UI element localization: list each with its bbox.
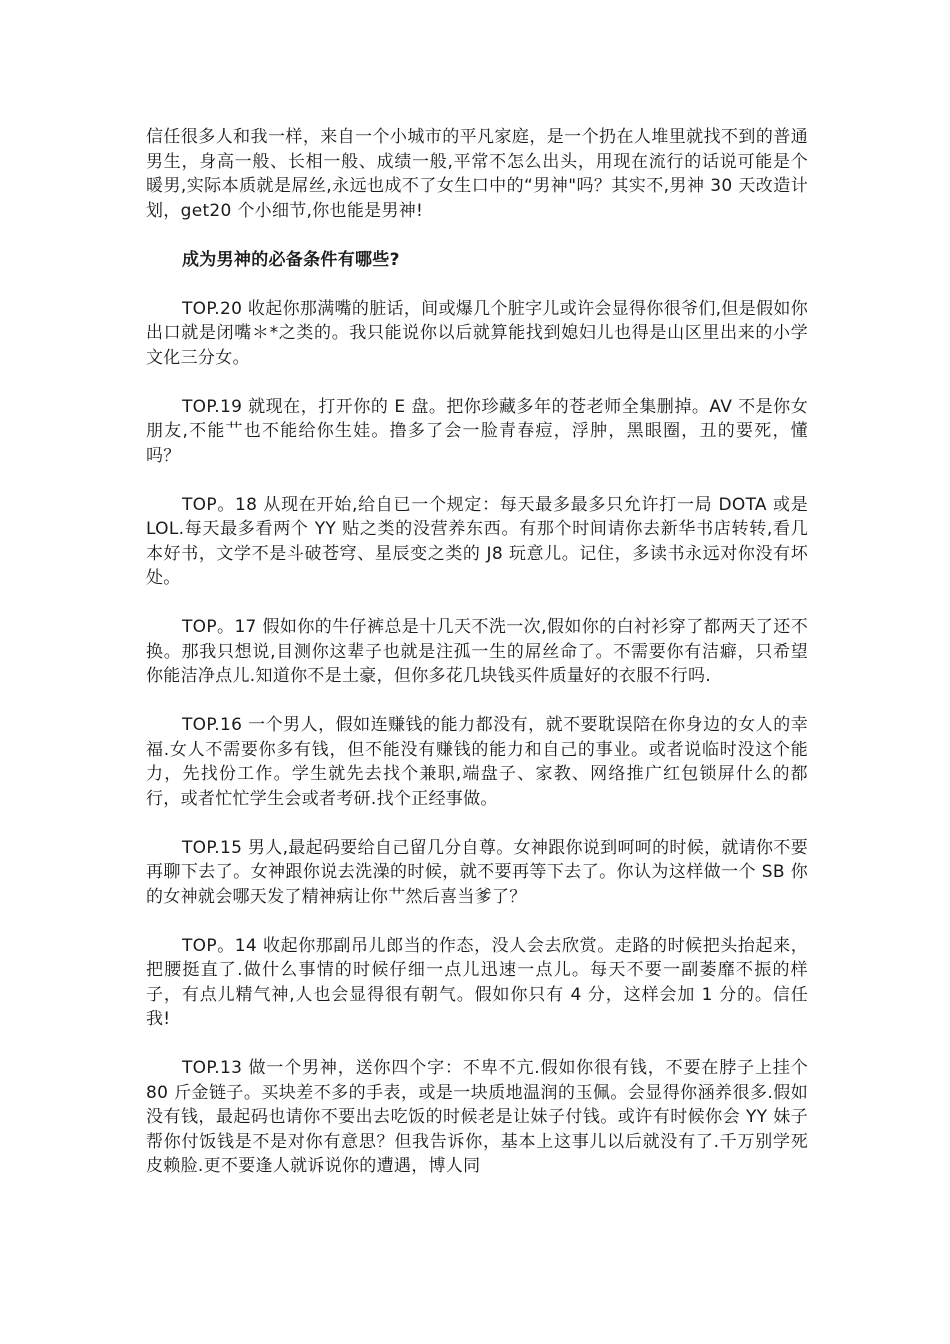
paragraph-top17: TOP。17 假如你的牛仔裤总是十几天不洗一次,假如你的白衬衫穿了都两天了还不换。那我只想说,目测你这辈子也就是注孤一生的屌丝命了。不需要你有洁癖，只希望你能洁净点儿.知道你不是土豪，但你多花几块钱买件质量好的衣服不行吗. (146, 617, 808, 686)
intro-paragraph: 信任很多人和我一样，来自一个小城市的平凡家庭，是一个扔在人堆里就找不到的普通男生，身高一般、长相一般、成绩一般,平常不怎么出头，用现在流行的话说可能是个暖男,实际本质就是屌丝,永远也成不了女生口中的“男神"吗？其实不,男神 30 天改造计划，get20 个小细节,你也能是男神! (146, 127, 808, 221)
paragraph-top19: TOP.19 就现在，打开你的 E 盘。把你珍藏多年的苍老师全集删掉。AV 不是你女朋友,不能艹也不能给你生娃。撸多了会一脸青春痘，浮肿，黑眼圈，丑的要死，懂吗？ (146, 396, 808, 466)
paragraph-top18: TOP。18 从现在开始,给自已一个规定：每天最多最多只允许打一局 DOTA 或是 LOL.每天最多看两个 YY 贴之类的没营养东西。有那个时间请你去新华书店转转,看几本好书，文学不是斗破苍穹、星辰变之类的 J8 玩意儿。记住，多读书永远对你没有坏处。 (146, 494, 808, 588)
document-body (146, 125, 808, 1203)
paragraph-top20: TOP.20 收起你那满嘴的脏话，间或爆几个脏字儿或许会显得你很爷们,但是假如你出口就是闭嘴＊*之类的。我只能说你以后就算能找到媳妇儿也得是山区里出来的小学文化三分女。 (146, 298, 808, 368)
section-heading: 成为男神的必备条件有哪些? (182, 249, 400, 270)
paragraph-top15: TOP.15 男人,最起码要给自己留几分自尊。女神跟你说到呵呵的时候，就请你不要再聊下去了。女神跟你说去洗澡的时候，就不要再等下去了。你认为这样做一个 SB 你的女神就会哪天发了精神病让你艹然后喜当爹了？ (146, 837, 808, 907)
paragraph-top13: TOP.13 做一个男神，送你四个字：不卑不亢.假如你很有钱，不要在脖子上挂个 80 斤金链子。买块差不多的手表，或是一块质地温润的玉佩。会显得你涵养很多.假如没有钱，最起码也请你不要出去吃饭的时候老是让妹子付钱。或许有时候你会 YY 妹子帮你付饭钱是不是对你有意思？但我告诉你，基本上这事儿以后就没有了.千万别学死皮赖脸.更不要逢人就诉说你的遭遇，博人同 (146, 1058, 808, 1176)
paragraph-top14: TOP。14 收起你那副吊儿郎当的作态，没人会去欣赏。走路的时候把头抬起来，把腰挺直了.做什么事情的时候仔细一点儿迅速一点儿。每天不要一副萎靡不振的样子，有点儿精气神,人也会显得很有朝气。假如你只有 4 分，这样会加 1 分的。信任我! (146, 935, 808, 1029)
paragraph-top16: TOP.16 一个男人，假如连赚钱的能力都没有，就不要耽误陪在你身边的女人的幸福.女人不需要你多有钱，但不能没有赚钱的能力和自己的事业。或者说临时没这个能力，先找份工作。学生就先去找个兼职,端盘子、家教、网络推广红包锁屏什么的都行，或者忙忙学生会或者考研.找个正经事做。 (146, 715, 808, 809)
